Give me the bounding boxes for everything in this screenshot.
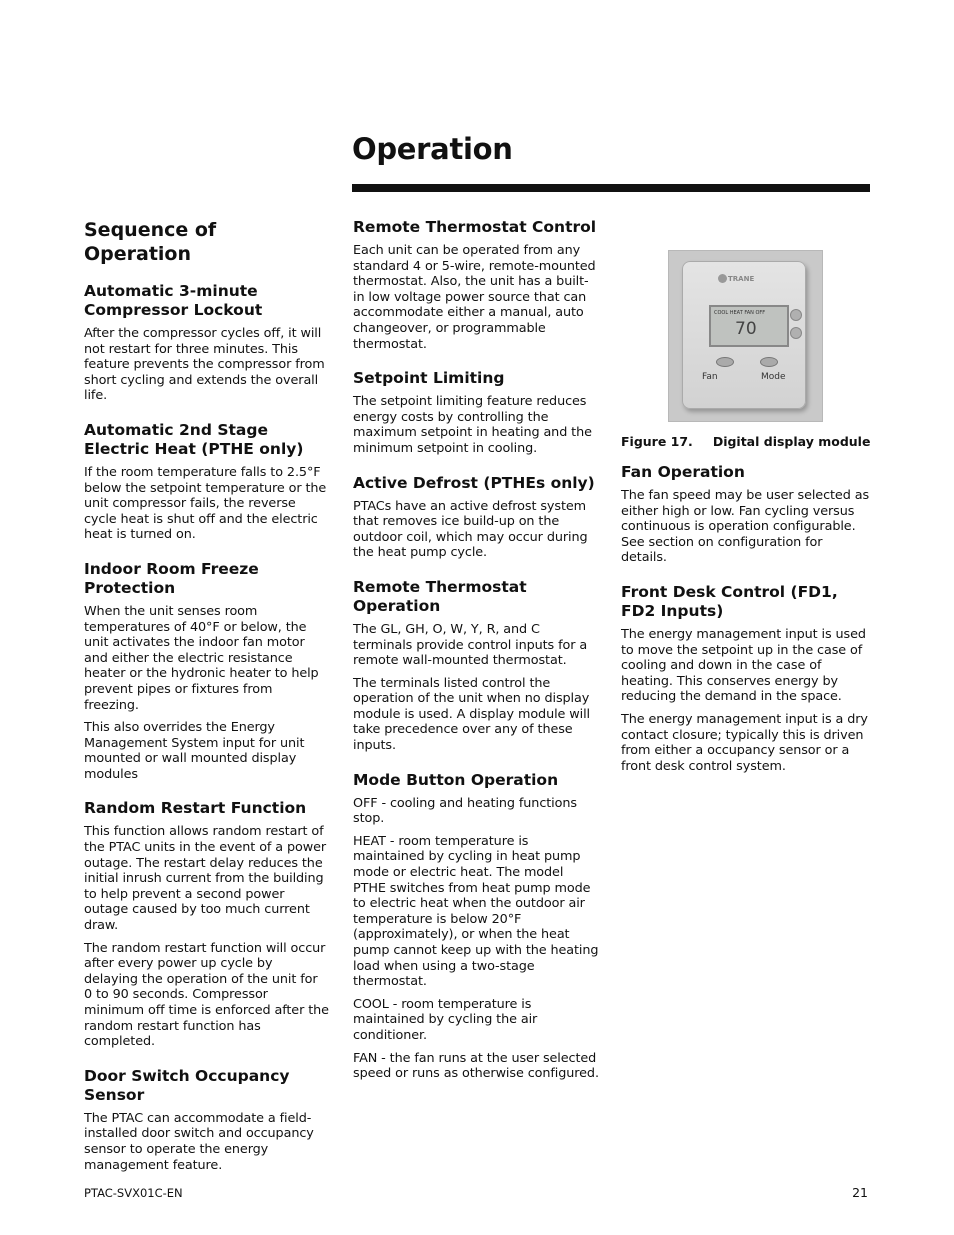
paragraph: This function allows random restart of the PTAC units in the event of a power outage. The restart delay reduces the initial inrush current from the building to help prevent a second power outage caused by too much current draw. xyxy=(84,824,327,934)
footer-page-number: 21 xyxy=(852,1185,868,1200)
section-remote-thermostat-control xyxy=(353,218,599,352)
paragraph: The PTAC can accommodate a field-installed door switch and occupancy sensor to operate the energy management feature. xyxy=(84,1110,314,1173)
up-button xyxy=(790,309,802,321)
paragraph: HEAT - room temperature is maintained by cycling in heat pump mode or electric heat. The model PTHE switches from heat pump mode to electric heat when the outdoor air temperature is below 20°F (approximately), or when the heat pump cannot keep up with the heating load when using a two-stage thermostat. xyxy=(353,833,599,990)
paragraph: The fan speed may be user selected as either high or low. Fan cycling versus continuous is operation configurable. See section on configuration for details. xyxy=(621,488,870,566)
down-button xyxy=(790,327,802,339)
paragraph: FAN - the fan runs at the user selected speed or runs as otherwise configured. xyxy=(353,1050,599,1082)
section-remote-thermostat-operation xyxy=(353,578,599,754)
figure-number: Figure 17. xyxy=(621,434,693,449)
paragraph: The energy management input is a dry contact closure; typically this is driven from either a occupancy sensor or a front desk control system. xyxy=(621,711,868,774)
figure-caption-text: Digital display module xyxy=(712,434,871,449)
heading: Remote Thermostat Control xyxy=(353,218,597,236)
paragraph: This also overrides the Energy Management System input for unit mounted or wall mounted display modules xyxy=(84,720,305,782)
screen-temperature: 70 xyxy=(735,319,757,339)
heading: Door Switch Occupancy Sensor xyxy=(84,1066,290,1104)
section-heading: Sequence of Operation xyxy=(84,219,217,265)
mode-button xyxy=(760,357,778,367)
column-1 xyxy=(84,218,329,1190)
mode-label: Mode xyxy=(761,372,786,382)
section-mode-button xyxy=(353,771,599,1082)
heading: Indoor Room Freeze Protection xyxy=(84,559,259,597)
paragraph: Each unit can be operated from any standard 4 or 5-wire, remote-mounted thermostat. Also, the unit has a built-in low voltage power source that can accommodate either a manual, auto changeover, or programmable thermostat. xyxy=(353,243,596,352)
paragraph: PTACs have an active defrost system that removes ice build-up on the outdoor coil, which may occur during the heat pump cycle. xyxy=(353,498,588,561)
section-random-restart xyxy=(84,799,329,1049)
footer-doc-id: PTAC-SVX01C-EN xyxy=(84,1186,183,1200)
section-front-desk-control xyxy=(621,583,869,774)
column-2 xyxy=(353,218,599,1099)
heading: Remote Thermostat Operation xyxy=(353,577,527,615)
heading: Mode Button Operation xyxy=(353,770,559,789)
heading: Front Desk Control (FD1, FD2 Inputs) xyxy=(621,582,838,620)
digital-display-module-photo xyxy=(668,250,823,422)
heading: Active Defrost (PTHEs only) xyxy=(353,473,595,492)
heading: Setpoint Limiting xyxy=(353,369,505,388)
paragraph: If the room temperature falls to 2.5°F below the setpoint temperature or the unit compressor fails, the reverse cycle heat is shut off and the electric heat is turned on. xyxy=(84,464,327,543)
section-fan-operation xyxy=(621,463,869,566)
section-compressor-lockout xyxy=(84,282,329,404)
fan-button xyxy=(716,357,734,367)
paragraph: The GL, GH, O, W, Y, R, and C terminals provide control inputs for a remote wall-mounted thermostat. xyxy=(353,621,588,669)
heading: Automatic 3-minute Compressor Lockout xyxy=(84,282,263,319)
heading: Random Restart Function xyxy=(84,799,307,818)
paragraph: COOL - room temperature is maintained by cycling the air conditioner. xyxy=(353,996,538,1043)
heading: Fan Operation xyxy=(621,463,745,481)
paragraph: The setpoint limiting feature reduces energy costs by controlling the maximum setpoint in heating and the minimum setpoint in cooling. xyxy=(353,394,592,456)
column-3 xyxy=(621,218,869,791)
screen-modes: COOL HEAT FAN OFF xyxy=(714,310,766,316)
paragraph: The terminals listed control the operation of the unit when no display module is used. A display module will take precedence over any of these inputs. xyxy=(353,675,591,754)
section-setpoint-limiting xyxy=(353,369,599,456)
paragraph: When the unit senses room temperatures of 40°F or below, the unit activates the indoor fan motor and either the electric resistance heater or the hydronic heater to help prevent pipes or fixtures from freezing. xyxy=(84,603,319,713)
paragraph: OFF - cooling and heating functions stop. xyxy=(353,795,577,827)
thermostat-body xyxy=(682,261,806,409)
section-electric-heat xyxy=(84,421,329,543)
paragraph: The random restart function will occur after every power up cycle by delaying the operation of the unit for 0 to 90 seconds. Compressor minimum off time is enforced after the random restart function has completed. xyxy=(84,940,329,1050)
brand-logo: TRANE xyxy=(728,275,755,283)
figure-caption xyxy=(621,434,869,449)
display-screen xyxy=(709,305,789,347)
fan-label: Fan xyxy=(702,372,718,382)
section-freeze-protection xyxy=(84,560,329,783)
section-active-defrost xyxy=(353,474,599,561)
section-door-switch xyxy=(84,1067,329,1173)
paragraph: After the compressor cycles off, it will not restart for three minutes. This feature prevents the compressor from short cycling and extends the overall life. xyxy=(84,326,325,404)
heading: Automatic 2nd Stage Electric Heat (PTHE only) xyxy=(84,420,304,458)
page-title: Operation xyxy=(352,132,513,166)
title-rule xyxy=(352,184,870,192)
paragraph: The energy management input is used to move the setpoint up in the case of cooling and down in the case of heating. This conserves energy by reducing the demand in the space. xyxy=(621,626,866,705)
brand-logo-icon xyxy=(718,274,727,283)
